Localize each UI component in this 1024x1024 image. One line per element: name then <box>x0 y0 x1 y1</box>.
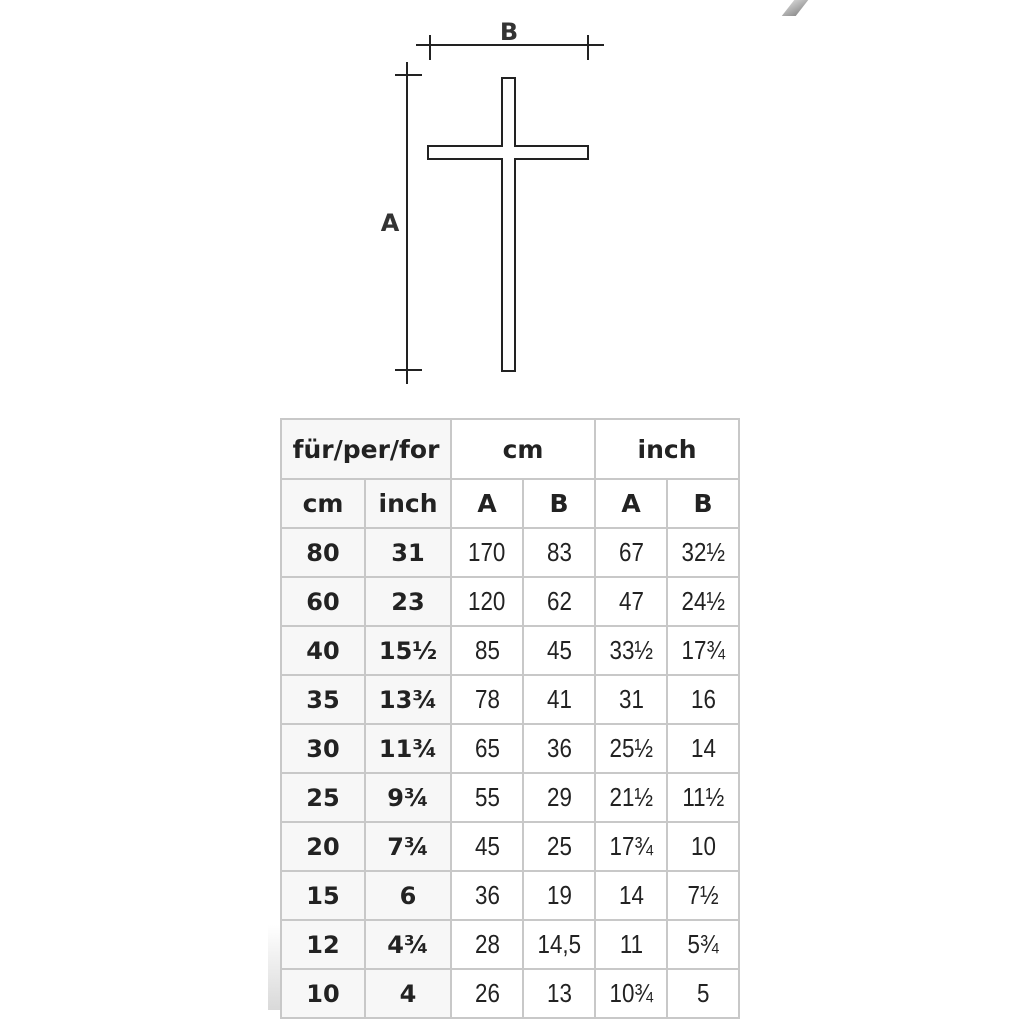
cell-cm-a <box>451 773 523 822</box>
table-row <box>281 969 739 1018</box>
cell-cm-a-value: 85 <box>474 635 500 665</box>
cell-inch-a-value: 10¾ <box>609 978 653 1008</box>
cell-for-cm: 30 <box>281 724 365 773</box>
table-row <box>281 577 739 626</box>
subheader-for-inch: inch <box>365 479 451 528</box>
cell-for-inch: 7¾ <box>365 822 451 871</box>
cell-cm-b <box>523 822 595 871</box>
cell-cm-b <box>523 724 595 773</box>
subheader-inch-a: A <box>595 479 667 528</box>
subheader-for-cm: cm <box>281 479 365 528</box>
cell-cm-a <box>451 724 523 773</box>
cell-inch-b <box>667 528 739 577</box>
cell-inch-b-value: 17¾ <box>681 635 725 665</box>
cell-cm-b <box>523 626 595 675</box>
subheader-cm-b: B <box>523 479 595 528</box>
cell-cm-b-value: 14,5 <box>537 929 581 959</box>
table-header-row <box>281 419 739 479</box>
cell-inch-b-value: 11½ <box>682 782 724 812</box>
cell-cm-b-value: 19 <box>546 880 572 910</box>
cell-for-inch: 4 <box>365 969 451 1018</box>
cell-inch-b <box>667 675 739 724</box>
cell-cm-a <box>451 675 523 724</box>
cell-cm-a-value: 45 <box>474 831 500 861</box>
cell-cm-b <box>523 773 595 822</box>
cell-for-inch: 15½ <box>365 626 451 675</box>
cell-for-cm: 40 <box>281 626 365 675</box>
header-inch: inch <box>595 419 739 479</box>
cell-inch-b <box>667 871 739 920</box>
table-row <box>281 773 739 822</box>
cell-cm-b-value: 36 <box>546 733 572 763</box>
cell-inch-a <box>595 528 667 577</box>
cell-inch-b <box>667 822 739 871</box>
cell-for-inch: 13¾ <box>365 675 451 724</box>
cell-inch-b <box>667 920 739 969</box>
table-row <box>281 724 739 773</box>
cell-cm-a-value: 65 <box>474 733 500 763</box>
cell-cm-a <box>451 920 523 969</box>
cell-inch-b-value: 5 <box>696 978 710 1008</box>
cell-for-cm: 35 <box>281 675 365 724</box>
cell-cm-b <box>523 871 595 920</box>
cell-inch-b-value: 24½ <box>681 586 725 616</box>
cell-for-inch: 9¾ <box>365 773 451 822</box>
dimension-b-label: B <box>499 18 519 46</box>
cross-outline <box>428 78 588 371</box>
cell-cm-b-value: 45 <box>546 635 572 665</box>
cell-inch-b-value: 16 <box>690 684 716 714</box>
dimension-a-label: A <box>380 209 400 237</box>
cell-inch-a <box>595 675 667 724</box>
cell-inch-a-value: 11 <box>619 929 643 959</box>
cell-cm-a-value: 170 <box>468 537 506 567</box>
cell-inch-b <box>667 626 739 675</box>
cell-for-inch: 11¾ <box>365 724 451 773</box>
cell-cm-b <box>523 528 595 577</box>
cell-inch-b <box>667 724 739 773</box>
subheader-cm-a: A <box>451 479 523 528</box>
cell-inch-b-value: 32½ <box>681 537 725 567</box>
size-table <box>280 418 740 1019</box>
cell-inch-b <box>667 969 739 1018</box>
cell-inch-a-value: 21½ <box>609 782 653 812</box>
cell-cm-b-value: 29 <box>546 782 572 812</box>
cell-inch-b <box>667 773 739 822</box>
cell-for-cm: 80 <box>281 528 365 577</box>
table-subheader-row <box>281 479 739 528</box>
cell-for-inch: 4¾ <box>365 920 451 969</box>
cell-inch-b <box>667 577 739 626</box>
cell-inch-a-value: 67 <box>618 537 644 567</box>
subheader-inch-b: B <box>667 479 739 528</box>
cell-inch-a-value: 47 <box>618 586 644 616</box>
cell-cm-b-value: 13 <box>546 978 572 1008</box>
cell-cm-a <box>451 528 523 577</box>
table-row <box>281 920 739 969</box>
cell-inch-a <box>595 871 667 920</box>
cell-cm-a <box>451 822 523 871</box>
cell-cm-a <box>451 626 523 675</box>
cell-for-cm: 15 <box>281 871 365 920</box>
cell-for-cm: 20 <box>281 822 365 871</box>
cell-cm-a-value: 36 <box>474 880 500 910</box>
cell-cm-a <box>451 969 523 1018</box>
cell-inch-a-value: 33½ <box>609 635 653 665</box>
table-row <box>281 528 739 577</box>
cell-cm-b <box>523 577 595 626</box>
cell-cm-a-value: 78 <box>474 684 500 714</box>
table-row <box>281 626 739 675</box>
cell-inch-a <box>595 773 667 822</box>
table-row <box>281 871 739 920</box>
cell-for-inch: 31 <box>365 528 451 577</box>
cross-dimension-diagram <box>0 0 1024 410</box>
cell-inch-a <box>595 724 667 773</box>
cell-inch-a <box>595 920 667 969</box>
cell-cm-a-value: 28 <box>474 929 500 959</box>
cell-cm-b <box>523 920 595 969</box>
cell-for-cm: 12 <box>281 920 365 969</box>
cell-for-inch: 23 <box>365 577 451 626</box>
cell-inch-a-value: 17¾ <box>609 831 653 861</box>
cell-inch-a <box>595 969 667 1018</box>
cell-inch-b-value: 7½ <box>687 880 719 910</box>
cell-for-cm: 25 <box>281 773 365 822</box>
cell-inch-a-value: 31 <box>618 684 644 714</box>
cell-inch-a <box>595 577 667 626</box>
table-row <box>281 822 739 871</box>
cell-cm-b <box>523 969 595 1018</box>
cell-inch-b-value: 14 <box>690 733 716 763</box>
cell-cm-b-value: 83 <box>546 537 572 567</box>
cell-cm-b-value: 41 <box>546 684 572 714</box>
cell-for-cm: 10 <box>281 969 365 1018</box>
cell-inch-a-value: 14 <box>618 880 644 910</box>
cell-inch-a <box>595 822 667 871</box>
cell-cm-a-value: 55 <box>474 782 500 812</box>
header-for: für/per/for <box>281 419 451 479</box>
cell-cm-b-value: 25 <box>546 831 572 861</box>
table-row <box>281 675 739 724</box>
cell-cm-a <box>451 577 523 626</box>
cell-cm-b-value: 62 <box>546 586 572 616</box>
cell-for-inch: 6 <box>365 871 451 920</box>
cell-cm-a-value: 26 <box>474 978 500 1008</box>
cell-inch-b-value: 5¾ <box>687 929 719 959</box>
header-cm: cm <box>451 419 595 479</box>
cell-cm-a-value: 120 <box>468 586 506 616</box>
cell-inch-a-value: 25½ <box>609 733 653 763</box>
cell-inch-b-value: 10 <box>690 831 716 861</box>
cell-for-cm: 60 <box>281 577 365 626</box>
cell-cm-b <box>523 675 595 724</box>
cell-cm-a <box>451 871 523 920</box>
cell-inch-a <box>595 626 667 675</box>
